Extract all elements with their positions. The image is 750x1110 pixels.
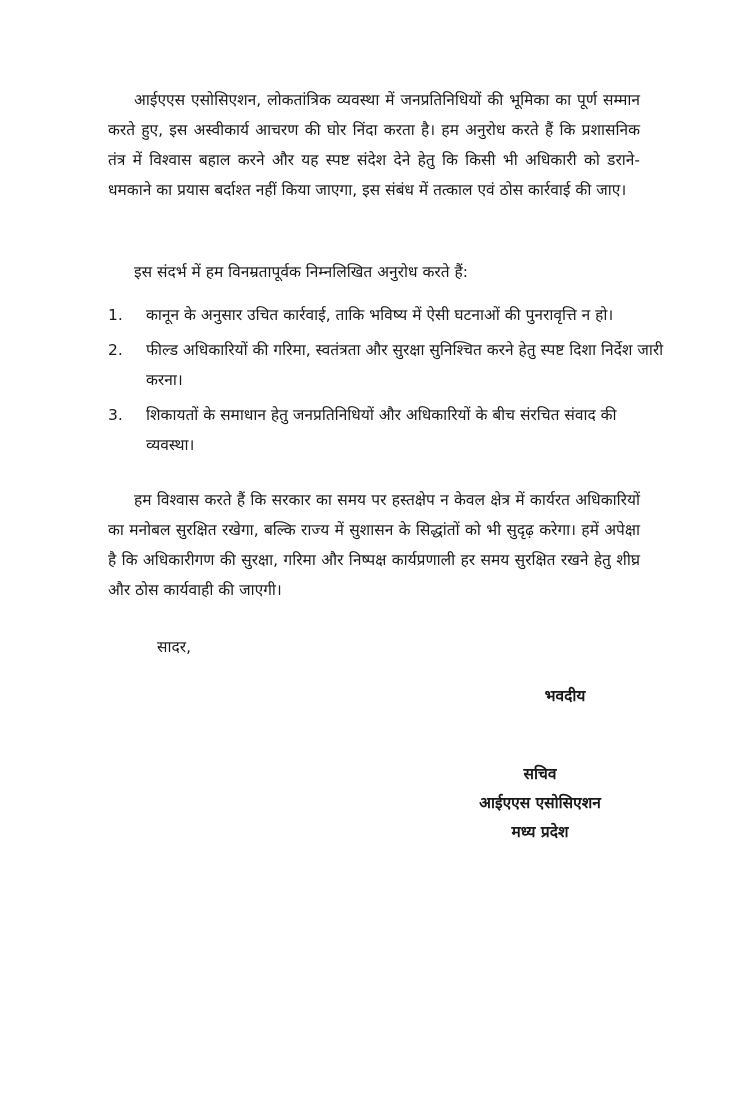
signatory-title: सचिव: [523, 765, 557, 783]
request-text: फील्ड अधिकारियों की गरिमा, स्वतंत्रता और सुरक्षा सुनिश्चित करने हेतु स्पष्ट दिशा निर्देश जारी करना।: [146, 341, 664, 389]
request-item: [108, 400, 666, 460]
yours-faithfully: भवदीय: [544, 687, 586, 705]
request-list: [108, 300, 668, 465]
signatory-state: मध्य प्रदेश: [511, 823, 569, 841]
request-text: कानून के अनुसार उचित कार्रवाई, ताकि भविष्य में ऐसी घटनाओं की पुनरावृत्ति न हो।: [146, 306, 614, 324]
signature-block: [440, 760, 640, 847]
request-number: 1.: [108, 306, 123, 324]
request-text: शिकायतों के समाधान हेतु जनप्रतिनिधियों और अधिकारियों के बीच संरचित संवाद की व्यवस्था।: [146, 406, 617, 454]
request-number: 3.: [108, 406, 123, 424]
body-paragraph-2: हम विश्वास करते हैं कि सरकार का समय पर हस्तक्षेप न केवल क्षेत्र में कार्यरत अधिकारियों का मनोबल सुरक्षित रखेगा, बल्कि राज्य में सुशासन के सिद्धांतों को भी सुदृढ़ करेगा। हमें अपेक्षा है कि अधिकारीगण की सुरक्षा, गरिमा और निष्पक्ष कार्यप्रणाली हर समय सुरक्षित रखने हेतु शीघ्र और ठोस कार्यवाही की जाएगी।: [108, 491, 640, 599]
signatory-organization: आईएएस एसोसिएशन: [479, 794, 601, 812]
closing-salutation: सादर,: [157, 638, 191, 656]
request-number: 2.: [108, 341, 123, 359]
request-intro: इस संदर्भ में हम विनम्रतापूर्वक निम्नलिखित अनुरोध करते हैं:: [134, 263, 468, 281]
request-item: [108, 300, 666, 330]
request-item: [108, 335, 666, 395]
body-paragraph-1: आईएएस एसोसिएशन, लोकतांत्रिक व्यवस्था में जनप्रतिनिधियों की भूमिका का पूर्ण सम्मान करते हुए, इस अस्वीकार्य आचरण की घोर निंदा करता है। हम अनुरोध करते हैं कि प्रशासनिक तंत्र में विश्वास बहाल करने और यह स्पष्ट संदेश देने हेतु कि किसी भी अधिकारी को डराने-धमकाने का प्रयास बर्दाश्त नहीं किया जाएगा, इस संबंध में तत्काल एवं ठोस कार्रवाई की जाए।: [108, 91, 640, 199]
